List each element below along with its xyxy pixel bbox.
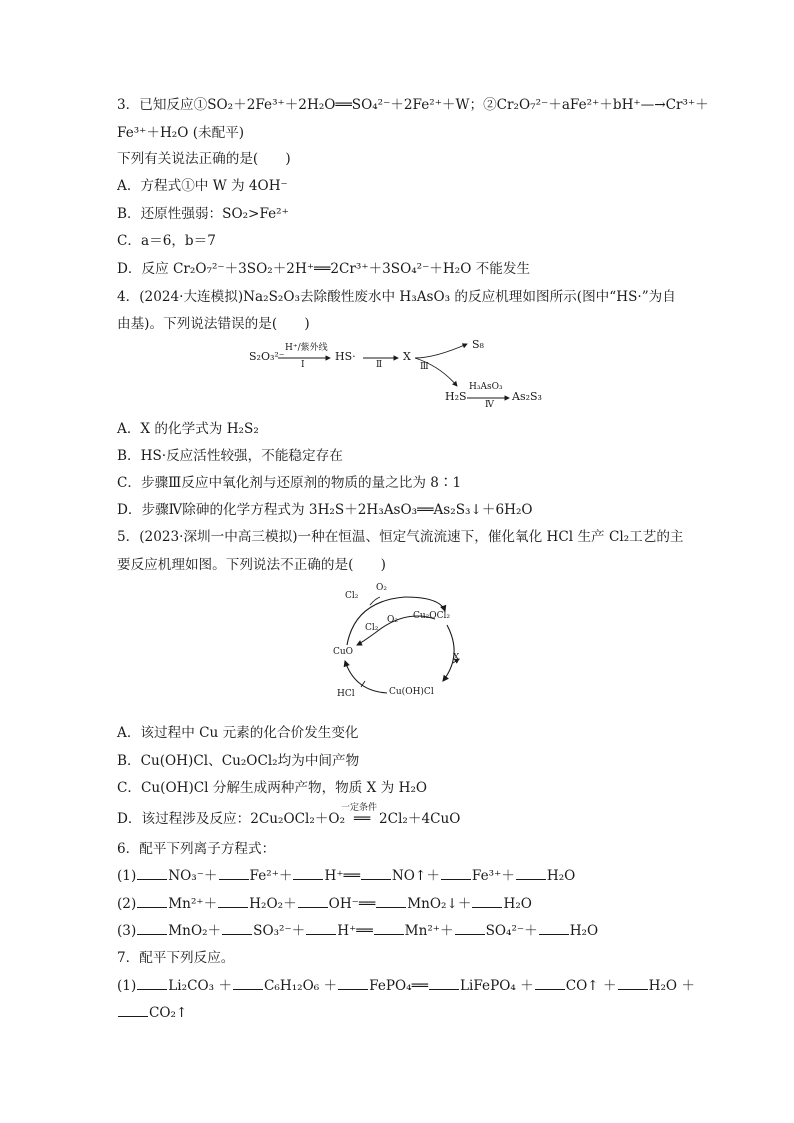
blank[interactable] [429,977,459,990]
blank[interactable] [306,922,336,935]
blank[interactable] [298,895,328,908]
q5-cl2-inner: Cl₂ [365,623,379,633]
q4-arrow4-reagent: H₃AsO₃ [469,382,503,392]
blank[interactable] [535,977,565,990]
term: SO₃²⁻＋ [253,923,306,939]
blank[interactable] [455,922,485,935]
q5-option-b: B．Cu(OH)Cl、Cu₂OCl₂均为中间产物 [117,753,360,769]
term: H₂O₂＋ [249,896,297,912]
q5-cuohcl: Cu(OH)Cl [389,687,434,697]
term: H₂O ＋ [648,978,695,994]
term: Mn²⁺＋ [404,923,454,939]
q5-option-d-post: 2Cl₂＋4CuO [379,811,461,827]
term: Li₂CO₃ ＋ [168,978,232,994]
q4-line1: 4．(2024·大连模拟)Na₂S₂O₃去除酸性废水中 H₃AsO₃ 的反应机理如图所示(图中“HS·”为自 [117,289,676,305]
q3-line1: 3．已知反应①SO₂＋2Fe³⁺＋2H₂O══SO₄²⁻＋2Fe²⁺＋W；②Cr₂O₇²⁻＋aFe²⁺＋bH⁺—→Cr³⁺＋ [117,97,709,113]
q4-step2: Ⅱ [376,360,383,370]
q3-option-b: B．还原性强弱：SO₂>Fe²⁺ [117,206,289,222]
q5-option-d [117,803,461,829]
q5-condition-label: 一定条件 [341,803,378,813]
q5-cu2ocl2: Cu₂OCl₂ [413,611,451,621]
blank[interactable] [233,977,263,990]
q6-eq3-label: (3) [117,923,137,939]
term: H₂O [569,923,599,939]
blank[interactable] [137,977,167,990]
term: Mn²⁺＋ [168,896,218,912]
q4-option-a: A．X 的化学式为 H₂S₂ [117,421,259,437]
blank[interactable] [137,922,167,935]
blank[interactable] [222,922,252,935]
blank[interactable] [338,977,368,990]
term: CO₂↑ [149,1005,188,1021]
term: NO↑＋ [391,868,440,884]
blank[interactable] [374,922,404,935]
q4-line2: 由基)。下列说法错误的是( ) [117,316,310,332]
term: H⁺══ [324,868,360,884]
q4-arrow1-condition: H⁺/紫外线 [285,343,328,353]
q4-product: As₂S₃ [512,390,542,403]
term: OH⁻══ [328,896,376,912]
q4-mechanism-diagram [245,338,565,413]
q6-eq1-label: (1) [117,868,137,884]
q6-stem: 6．配平下列离子方程式： [117,841,276,857]
q4-step1: Ⅰ [301,360,305,370]
term: SO₄²⁻＋ [485,923,538,939]
q7-eq1-tail [117,1003,187,1023]
term: FePO₄══ [369,978,428,994]
q4-s8: S₈ [472,338,484,351]
q3-option-d: D．反应 Cr₂O₇²⁻＋3SO₂＋2H⁺══2Cr³⁺＋3SO₄²⁻＋H₂O 不能发生 [117,261,531,277]
q5-o2-top: O₂ [376,583,387,593]
term: CO↑ ＋ [565,978,617,994]
term: MnO₂↓＋ [407,896,472,912]
term: C₆H₁₂O₆ ＋ [264,978,338,994]
term: NO₃⁻＋ [168,868,218,884]
term: H₂O [503,896,532,912]
q5-o2-inner: O₂ [387,615,398,625]
q5-line1: 5．(2023·深圳一中高三模拟)一种在恒温、恒定气流流速下，催化氧化 HCl 生产 Cl₂工艺的主 [117,529,684,545]
blank[interactable] [293,867,323,880]
q5-cl2-top: Cl₂ [345,591,359,601]
q5-x: X [453,653,460,663]
blank[interactable] [539,922,569,935]
q5-line2: 要反应机理如图。下列说法不正确的是( ) [117,557,386,573]
q4-h2s: H₂S [445,390,467,403]
q5-option-c: C．Cu(OH)Cl 分解生成两种产物，物质 X 为 H₂O [117,780,428,796]
q3-option-a: A．方程式①中 W 为 4OH⁻ [117,178,288,194]
blank[interactable] [361,867,391,880]
q6-eq1 [117,866,575,886]
q4-option-c: C．步骤Ⅲ反应中氧化剂与还原剂的物质的量之比为 8∶1 [117,475,462,491]
q5-hcl: HCl [337,689,355,699]
blank[interactable] [218,895,248,908]
q4-x-species: X [403,350,411,363]
blank[interactable] [441,867,471,880]
q7-stem: 7．配平下列反应。 [117,950,235,966]
term: Fe³⁺＋ [471,868,515,884]
term: H₂O [546,868,576,884]
q6-eq2-label: (2) [117,896,137,912]
q5-condition-arrow: 一定条件 ══ [345,809,379,829]
q4-reactant: S₂O₃²⁻ [249,350,285,363]
blank[interactable] [472,895,502,908]
blank[interactable] [118,1004,148,1017]
q5-option-a: A．该过程中 Cu 元素的化合价发生变化 [117,725,359,741]
q3-line2: Fe³⁺＋H₂O (未配平) [117,125,245,141]
blank[interactable] [219,867,249,880]
term: MnO₂＋ [168,923,222,939]
term: LiFePO₄ ＋ [459,978,534,994]
blank[interactable] [137,895,167,908]
q5-cycle-diagram [325,583,475,713]
q3-option-c: C．a＝6，b＝7 [117,233,216,249]
blank[interactable] [516,867,546,880]
q3-stem: 下列有关说法正确的是( ) [117,151,291,167]
term: H⁺══ [337,923,373,939]
q7-eq1 [117,976,695,996]
q4-step3: Ⅲ [420,362,429,372]
blank[interactable] [618,977,648,990]
q4-option-b: B．HS·反应活性较强，不能稳定存在 [117,448,343,464]
blank[interactable] [376,895,406,908]
blank[interactable] [137,867,167,880]
q4-step4: Ⅳ [485,400,494,410]
q6-eq3 [117,921,598,941]
q4-option-d: D．步骤Ⅳ除砷的化学方程式为 3H₂S＋2H₃AsO₃══As₂S₃↓＋6H₂O [117,502,533,518]
term: Fe²⁺＋ [249,868,293,884]
q7-eq1-label: (1) [117,978,137,994]
q4-hs-radical: HS· [335,350,356,363]
q5-cuo: CuO [333,647,354,657]
q5-option-d-pre: D．该过程涉及反应：2Cu₂OCl₂＋O₂ [117,811,346,827]
q6-eq2 [117,894,532,914]
